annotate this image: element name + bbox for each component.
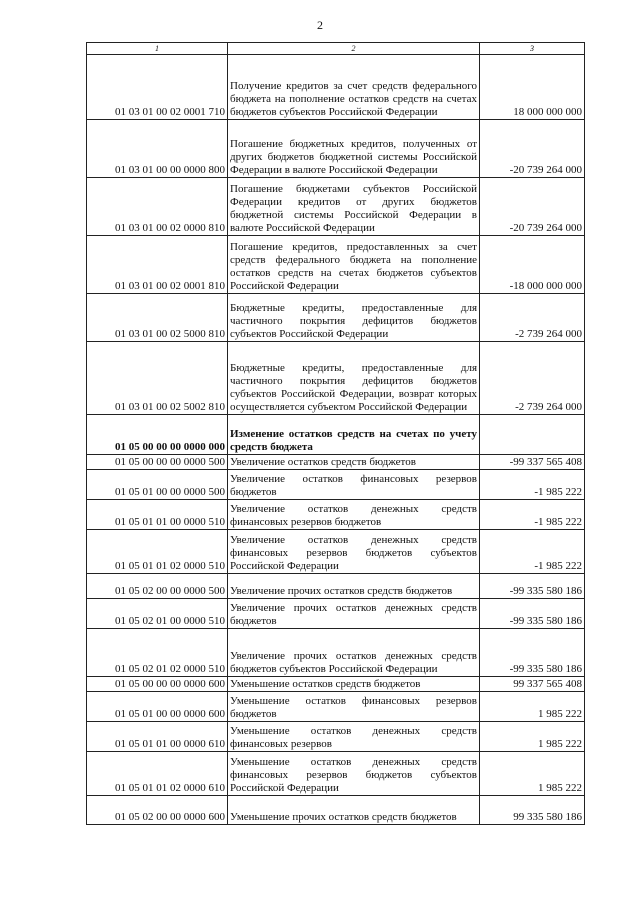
table-header-row bbox=[87, 43, 585, 55]
row-code: 01 05 01 01 02 0000 510 bbox=[87, 530, 228, 574]
row-code: 01 05 02 01 00 0000 510 bbox=[87, 599, 228, 629]
row-code: 01 03 01 00 02 0000 810 bbox=[87, 178, 228, 236]
row-code: 01 05 02 00 00 0000 600 bbox=[87, 796, 228, 825]
row-code: 01 05 00 00 00 0000 600 bbox=[87, 677, 228, 692]
row-code: 01 05 00 00 00 0000 500 bbox=[87, 455, 228, 470]
row-amount: -99 335 580 186 bbox=[480, 599, 585, 629]
row-amount: -2 739 264 000 bbox=[480, 294, 585, 342]
row-amount: 99 335 580 186 bbox=[480, 796, 585, 825]
budget-table bbox=[86, 42, 585, 825]
table-row bbox=[87, 55, 585, 120]
row-description: Изменение остатков средств на счетах по учету средств бюджета bbox=[228, 415, 480, 455]
row-amount: 1 985 222 bbox=[480, 692, 585, 722]
row-description: Уменьшение остатков средств бюджетов bbox=[228, 677, 480, 692]
row-code: 01 05 01 01 00 0000 610 bbox=[87, 722, 228, 752]
row-description: Уменьшение прочих остатков средств бюджетов bbox=[228, 796, 480, 825]
row-description: Погашение бюджетами субъектов Российской Федерации кредитов от других бюджетов бюджетной системы Российской Федерации в валюте Российской Федерации bbox=[228, 178, 480, 236]
row-amount: 1 985 222 bbox=[480, 752, 585, 796]
row-description: Увеличение прочих остатков денежных средств бюджетов субъектов Российской Федерации bbox=[228, 629, 480, 677]
row-description: Получение кредитов за счет средств федерального бюджета на пополнение остатков средств на счетах бюджетов субъектов Российской Федерации bbox=[228, 55, 480, 120]
row-description: Бюджетные кредиты, предоставленные для частичного покрытия дефицитов бюджетов субъектов Российской Федерации, возврат которых осуществляется субъектом Российской Федерации bbox=[228, 342, 480, 415]
table-row bbox=[87, 120, 585, 178]
row-amount bbox=[480, 415, 585, 455]
row-description: Уменьшение остатков денежных средств финансовых резервов bbox=[228, 722, 480, 752]
page-number: 2 bbox=[317, 18, 323, 32]
row-code: 01 03 01 00 02 5000 810 bbox=[87, 294, 228, 342]
row-amount: 18 000 000 000 bbox=[480, 55, 585, 120]
row-description: Уменьшение остатков финансовых резервов бюджетов bbox=[228, 692, 480, 722]
row-description: Погашение кредитов, предоставленных за счет средств федерального бюджета на пополнение остатков средств на счетах бюджетов субъектов Российской Федерации bbox=[228, 236, 480, 294]
row-description: Увеличение остатков денежных средств финансовых резервов бюджетов субъектов Российской Федерации bbox=[228, 530, 480, 574]
row-amount: -2 739 264 000 bbox=[480, 342, 585, 415]
row-description: Погашение бюджетных кредитов, полученных от других бюджетов бюджетной системы Российской Федерации в валюте Российской Федерации bbox=[228, 120, 480, 178]
table-row bbox=[87, 342, 585, 415]
row-description: Увеличение остатков средств бюджетов bbox=[228, 455, 480, 470]
table-row bbox=[87, 415, 585, 455]
table-row bbox=[87, 722, 585, 752]
row-amount: -99 335 580 186 bbox=[480, 629, 585, 677]
row-code: 01 05 01 01 02 0000 610 bbox=[87, 752, 228, 796]
table-row bbox=[87, 677, 585, 692]
row-amount: -1 985 222 bbox=[480, 500, 585, 530]
row-code: 01 03 01 00 00 0000 800 bbox=[87, 120, 228, 178]
row-amount: -1 985 222 bbox=[480, 530, 585, 574]
row-description: Увеличение остатков финансовых резервов бюджетов bbox=[228, 470, 480, 500]
table-row bbox=[87, 236, 585, 294]
table-row bbox=[87, 470, 585, 500]
table-row bbox=[87, 455, 585, 470]
row-code: 01 05 01 01 00 0000 510 bbox=[87, 500, 228, 530]
row-description: Увеличение прочих остатков средств бюджетов bbox=[228, 574, 480, 599]
row-code: 01 05 00 00 00 0000 000 bbox=[87, 415, 228, 455]
table-row bbox=[87, 629, 585, 677]
row-code: 01 03 01 00 02 0001 710 bbox=[87, 55, 228, 120]
column-header-code: 1 bbox=[87, 43, 228, 55]
table-row bbox=[87, 500, 585, 530]
row-amount: -99 335 580 186 bbox=[480, 574, 585, 599]
row-amount: -99 337 565 408 bbox=[480, 455, 585, 470]
row-code: 01 05 02 01 02 0000 510 bbox=[87, 629, 228, 677]
table-row bbox=[87, 599, 585, 629]
row-description: Уменьшение остатков денежных средств финансовых резервов бюджетов субъектов Российской Федерации bbox=[228, 752, 480, 796]
column-header-description: 2 bbox=[228, 43, 480, 55]
table-row bbox=[87, 530, 585, 574]
row-description: Бюджетные кредиты, предоставленные для частичного покрытия дефицитов бюджетов субъектов Российской Федерации bbox=[228, 294, 480, 342]
row-code: 01 03 01 00 02 0001 810 bbox=[87, 236, 228, 294]
table-body bbox=[87, 55, 585, 825]
table-row bbox=[87, 692, 585, 722]
row-code: 01 03 01 00 02 5002 810 bbox=[87, 342, 228, 415]
row-amount: -20 739 264 000 bbox=[480, 120, 585, 178]
row-code: 01 05 01 00 00 0000 500 bbox=[87, 470, 228, 500]
row-code: 01 05 01 00 00 0000 600 bbox=[87, 692, 228, 722]
row-amount: -18 000 000 000 bbox=[480, 236, 585, 294]
table-row bbox=[87, 752, 585, 796]
row-description: Увеличение прочих остатков денежных средств бюджетов bbox=[228, 599, 480, 629]
row-amount: -20 739 264 000 bbox=[480, 178, 585, 236]
table-row bbox=[87, 574, 585, 599]
row-description: Увеличение остатков денежных средств финансовых резервов бюджетов bbox=[228, 500, 480, 530]
row-amount: 99 337 565 408 bbox=[480, 677, 585, 692]
row-amount: -1 985 222 bbox=[480, 470, 585, 500]
row-amount: 1 985 222 bbox=[480, 722, 585, 752]
row-code: 01 05 02 00 00 0000 500 bbox=[87, 574, 228, 599]
table-row bbox=[87, 294, 585, 342]
column-header-amount: 3 bbox=[480, 43, 585, 55]
table-row bbox=[87, 178, 585, 236]
table-row bbox=[87, 796, 585, 825]
